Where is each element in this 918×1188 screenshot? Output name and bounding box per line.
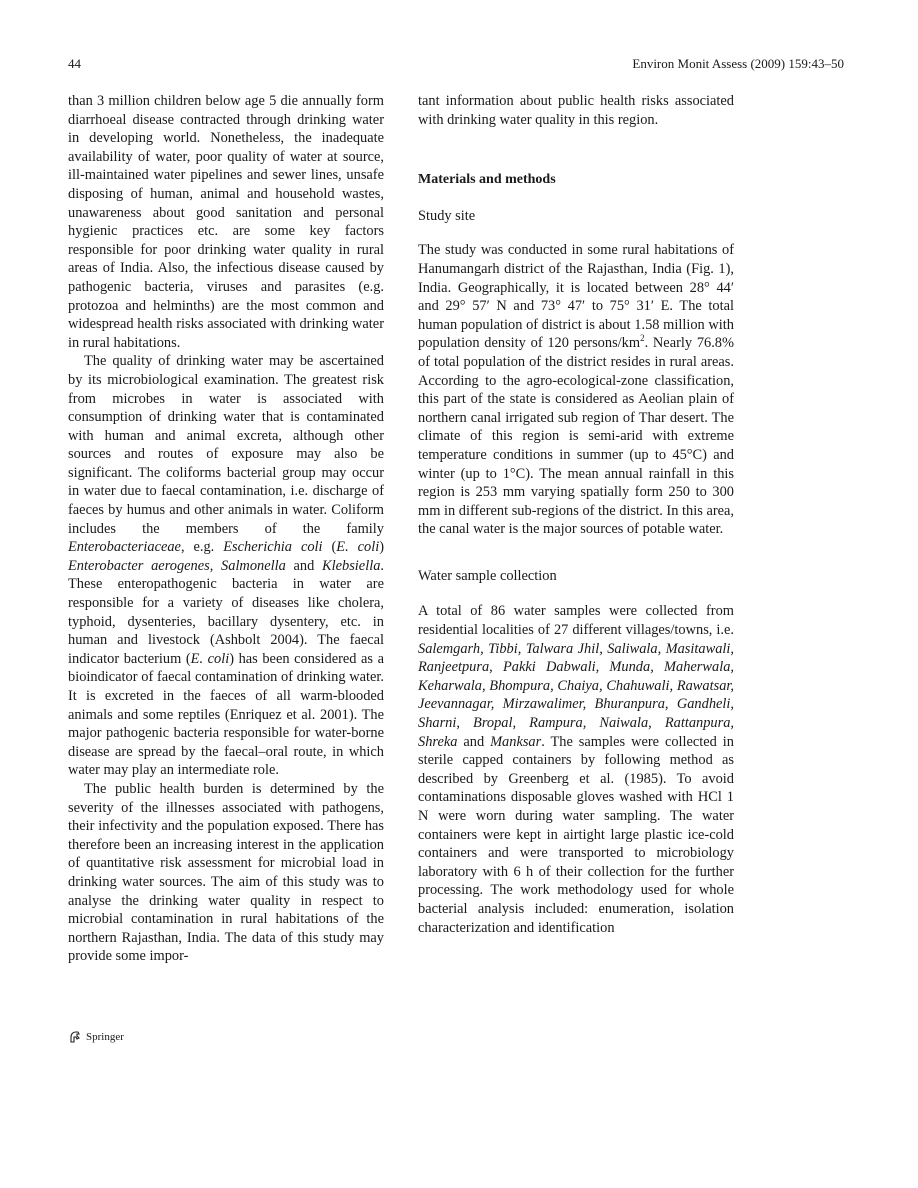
page-footer bbox=[68, 1030, 124, 1044]
publisher-name: Springer bbox=[86, 1031, 124, 1043]
paragraph: than 3 million children below age 5 die annually form diarrhoeal disease contracted through drinking water in developing world. Nonetheless, the inadequate availability of water, poor quality of water at source, ill-maintained water pipelines and sewer lines, unsafe disposing of human, animal and household wastes, unawareness about good sanitation and personal hygienic practices etc. are some key factors responsible for poor drinking water quality in rural areas of India. Also, the infectious disease caused by pathogenic bacteria, viruses and parasites (e.g. protozoa and helminths) are the most common and widespread health risks associated with drinking water in rural habitations. bbox=[68, 93, 384, 351]
paragraph: The public health burden is determined by the severity of the illnesses associated with pathogens, their infectivity and the population exposed. There has therefore been an increasing interest in the application of quantitative risk assessment for microbial load in drinking water sources. The aim of this study was to analyse the drinking water quality in respect to microbial contamination in rural habitations of the northern Rajasthan, India. The data of this study may provide some impor- bbox=[68, 780, 384, 965]
page-number: 44 bbox=[68, 56, 81, 71]
subsection-heading: Study site bbox=[418, 207, 476, 224]
right-column bbox=[418, 92, 734, 937]
paragraph: A total of 86 water samples were collected from residential localities of 27 different villages/towns, i.e. Salemgarh, Tibbi, Talwara Jhil, Saliwala, Masitawali, Ranjeetpura, Pakki Dabwali, Munda, Maherwala, Keharwala, Bhompura, Chaiya, Chahuwali, Rawatsar, Jeevannagar, Mirzawalimer, Bhuranpura, Gandheli, Sharni, Bropal, Rampura, Naiwala, Rattanpura, Shreka and Manksar. The samples were collected in sterile capped containers by following method as described by Greenberg et al. (1985). To avoid contaminations disposable gloves washed with HCl 1 N were worn during water sampling. The water containers were kept in airtight large plastic ice-cold containers and were transported to microbiology laboratory with 6 h of their collection for the further processing. The work methodology used for whole bacterial analysis included: enumeration, isolation characterization and identification bbox=[418, 603, 734, 936]
section-heading: Materials and methods bbox=[418, 172, 556, 188]
paragraph: tant information about public health risks associated with drinking water quality in this region. bbox=[418, 93, 734, 128]
left-column bbox=[68, 92, 384, 966]
subsection-heading: Water sample collection bbox=[418, 567, 557, 584]
springer-horse-icon bbox=[68, 1030, 82, 1044]
journal-reference: Environ Monit Assess (2009) 159:43–50 bbox=[632, 56, 844, 71]
running-header bbox=[68, 56, 846, 76]
paragraph: The quality of drinking water may be ascertained by its microbiological examination. The greatest risk from microbes in water is associated with consumption of drinking water that is contaminated with human and animal excreta, although other sources and routes of exposure may also be significant. The coliforms bacterial group may occur in water due to faecal contamination, i.e. discharge of faeces by humus and other animals in water. Coliform includes the members of the family Enterobacteriaceae, e.g. Escherichia coli (E. coli) Enterobacter aerogenes, Salmonella and Klebsiella. These enteropathogenic bacteria in water are responsible for a variety of diseases like cholera, typhoid, dysenteries, bacillary dysentery, etc. in human and livestock (Ashbolt 2004). The faecal indicator bacterium (E. coli) has been considered as a bioindicator of faecal contamination of drinking water. It is excreted in the faeces of all warm-blooded animals and some reptiles (Enriquez et al. 2001). The major pathogenic bacteria responsible for water-borne disease are spread by the faecal–oral route, in which water may play an intermediate role. bbox=[68, 353, 384, 779]
paragraph: The study was conducted in some rural habitations of Hanumangarh district of the Rajasthan, India (Fig. 1), India. Geographically, it is located between 28° 44′ and 29° 57′ N and 73° 47′ to 75° 31′ E. The total human population of district is about 1.58 million with population density of 120 persons/$km^2$. Nearly 76.8% of total population of the district resides in rural areas. According to the agro-ecological-zone classification, this part of the state is considered as Aeolian plain of northern canal irrigated sub region of Thar desert. The climate of this region is semi-arid with extreme temperature conditions in summer (up to 45°C) and winter (up to 1°C). The mean annual rainfall in this region is 253 mm varying spatially form 250 to 300 mm in different sub-regions of the district. In this area, the canal water is the major sources of potable water. bbox=[418, 242, 734, 538]
